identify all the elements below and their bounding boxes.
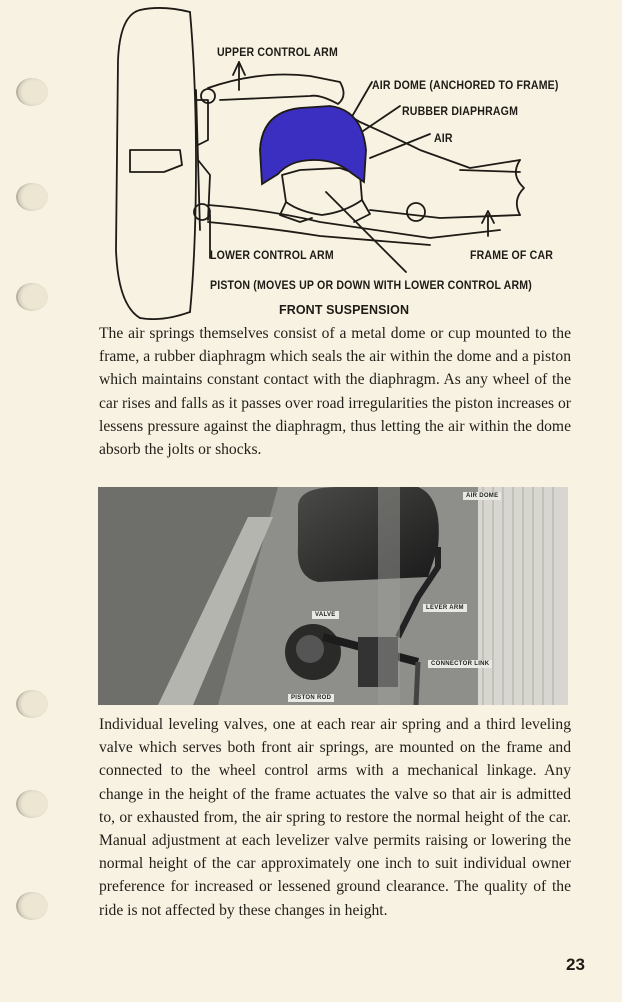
suspension-drawing	[100, 0, 605, 320]
paragraph-leveling-valves: Individual leveling valves, one at each rear air spring and a third leveling valve which serves both front air springs, are mounted on the frame and connected to the wheel control arms with a mechanical linkage. Any change in the height of the frame actuates the valve so that air is admitted to, or exhausted from, the air spring to restore the normal height of the car. Manual adjustment at each levelizer valve permits raising or lowering the normal height of the car approximately one inch to suit individual owner preference for increased or lessened ground clearance. The quality of the ride is not affected by these changes in height.	[99, 716, 571, 919]
label-frame-of-car: FRAME OF CAR	[470, 248, 554, 262]
label-rubber-diaphragm: RUBBER DIAPHRAGM	[402, 104, 519, 118]
diagram-caption: FRONT SUSPENSION	[279, 303, 410, 317]
binder-hole	[16, 78, 48, 106]
binder-hole	[16, 892, 48, 920]
air-dome-shape	[260, 106, 366, 184]
photo-label-valve: VALVE	[312, 611, 339, 619]
photo-label-piston-rod: PISTON ROD	[288, 694, 334, 702]
label-piston: PISTON (MOVES UP OR DOWN WITH LOWER CONTROL ARM)	[210, 278, 532, 292]
paragraph-air-springs: The air springs themselves consist of a metal dome or cup mounted to the frame, a rubber diaphragm which seals the air within the dome and a piston which maintains constant contact with the diaphragm. As any wheel of the car rises and falls as it passes over road irregularities the piston increases or lessens pressure against the diaphragm, thus letting the air within the dome absorb the jolts or shocks.	[99, 325, 571, 459]
binder-hole	[16, 790, 48, 818]
label-air: AIR	[434, 131, 453, 145]
leveling-valve-photo	[98, 487, 568, 705]
label-air-dome: AIR DOME (ANCHORED TO FRAME)	[372, 78, 559, 92]
binder-hole	[16, 183, 48, 211]
label-upper-control-arm: UPPER CONTROL ARM	[217, 45, 338, 59]
photo-label-lever-arm: LEVER ARM	[423, 604, 467, 612]
label-lower-control-arm: LOWER CONTROL ARM	[210, 248, 334, 262]
binder-hole	[16, 283, 48, 311]
page-number: 23	[566, 955, 585, 974]
front-suspension-diagram	[100, 0, 605, 320]
photo-label-air-dome: AIR DOME	[463, 492, 501, 500]
binder-hole	[16, 690, 48, 718]
photo-label-connector-link: CONNECTOR LINK	[428, 660, 492, 668]
photo-illustration	[98, 487, 568, 705]
